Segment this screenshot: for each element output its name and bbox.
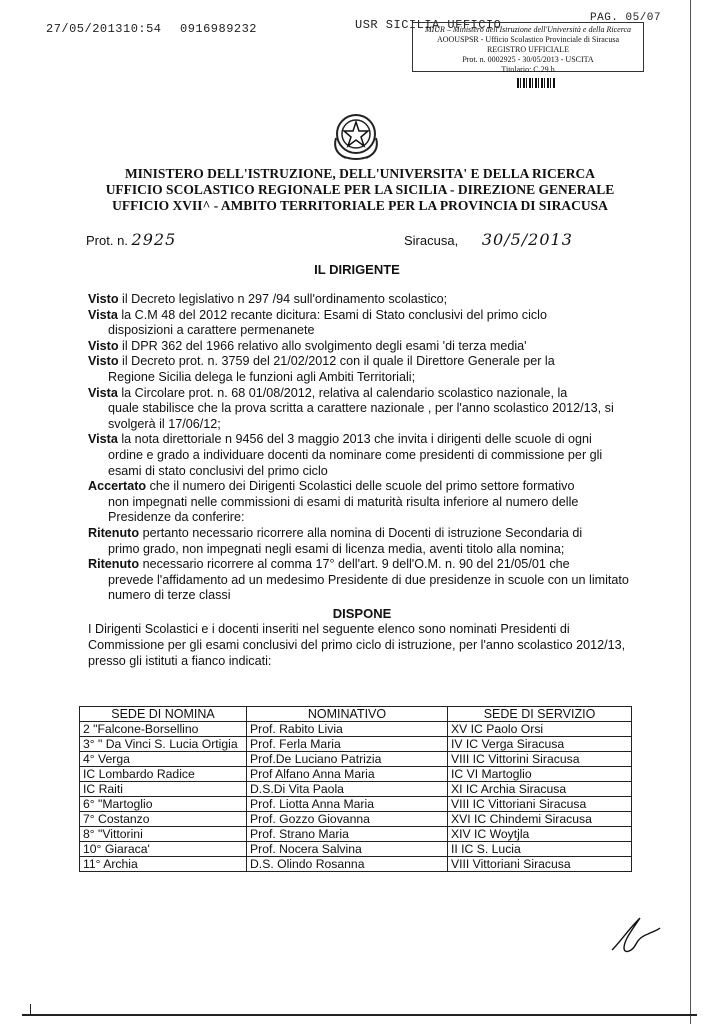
preamble-item — [88, 339, 636, 355]
republic-emblem-icon — [328, 108, 384, 162]
preamble-keyword: Vista — [88, 432, 118, 447]
sede-servizio-cell: IV IC Verga Siracusa — [448, 737, 632, 752]
table-row — [80, 812, 632, 827]
preamble-continuation: primo grado, non impegnati negli esami di licenza media, aventi titolo alla nomina; — [108, 541, 565, 556]
preamble-continuation: disposizioni a carattere permenanete — [108, 323, 315, 338]
sede-nomina-cell: 3° " Da Vinci S. Lucia Ortigia — [80, 737, 247, 752]
preamble-item — [88, 557, 636, 604]
fax-time: 10:54 — [123, 22, 162, 36]
sede-servizio-cell: VIII Vittoriani Siracusa — [448, 857, 632, 872]
office-regional-title: UFFICIO SCOLASTICO REGIONALE PER LA SICILIA - DIREZIONE GENERALE — [105, 182, 615, 197]
section-title: IL DIRIGENTE — [314, 262, 400, 277]
preamble-item — [88, 386, 636, 433]
preamble-keyword: Accertato — [88, 479, 147, 494]
nominativo-cell: Prof. Ferla Maria — [247, 737, 448, 752]
table-row — [80, 737, 632, 752]
preamble-text: la C.M 48 del 2012 recante dicitura: Esami di Stato conclusivi del primo ciclo — [117, 307, 547, 322]
barcode — [517, 78, 555, 88]
preamble-text: il DPR 362 del 1966 relativo allo svolgimento degli esami 'di terza media' — [118, 338, 527, 353]
sede-servizio-cell: XVI IC Chindemi Siracusa — [448, 812, 632, 827]
preamble-text: pertanto necessario ricorrere alla nomina di Docenti di istruzione Secondaria di — [139, 525, 583, 540]
sede-nomina-cell: 10° Giaraca' — [80, 842, 247, 857]
preamble-continuation: prevede l'affidamento ad un medesimo Presidente di due presidenze in scuole con un limitato numero di terze classi — [108, 572, 629, 603]
page-edge-line — [690, 0, 691, 1024]
document-date: 30/5/2013 — [481, 230, 573, 249]
city-label: Siracusa, — [404, 233, 459, 248]
column-header: NOMINATIVO — [247, 707, 448, 722]
disposition-text: I Dirigenti Scolastici e i docenti inseriti nel seguente elenco sono nominati Presidenti di Commissione per gli esami conclusivi del primo ciclo di istruzione, per l'anno scolastico 2012/13, presso gli istituti a fianco indicati: — [88, 622, 626, 668]
place-date — [404, 230, 573, 249]
nominativo-cell: D.S.Di Vita Paola — [247, 782, 448, 797]
appointments-table — [79, 706, 632, 872]
nominativo-cell: Prof. Strano Maria — [247, 827, 448, 842]
preamble-text: il Decreto legislativo n 297 /94 sull'ordinamento scolastico; — [118, 292, 448, 306]
ministry-title: MINISTERO DELL'ISTRUZIONE, DELL'UNIVERSITA' E DELLA RICERCA — [124, 166, 596, 181]
fax-page: PAG. 05/07 — [590, 12, 662, 24]
nominativo-cell: Prof. Nocera Salvina — [247, 842, 448, 857]
sede-servizio-cell: VIII IC Vittoriani Siracusa — [448, 797, 632, 812]
preamble-item — [88, 308, 636, 339]
page-bottom-rule — [22, 1014, 697, 1016]
column-header: SEDE DI SERVIZIO — [448, 707, 632, 722]
stamp-line: REGISTRO UFFICIALE — [486, 45, 569, 54]
sede-servizio-cell: XI IC Archia Siracusa — [448, 782, 632, 797]
preamble-item — [88, 526, 636, 557]
preamble-continuation: non impegnati nelle commissioni di esami di maturità risulta inferiore al numero delle Presidenze da conferire: — [108, 494, 579, 525]
preamble-item — [88, 479, 636, 526]
protocol-value: 2925 — [131, 230, 177, 249]
preamble-text: la Circolare prot. n. 68 01/08/2012, relativa al calendario scolastico nazionale, la — [117, 385, 568, 400]
nominativo-cell: D.S. Olindo Rosanna — [247, 857, 448, 872]
table-row — [80, 767, 632, 782]
preamble-keyword: Ritenuto — [88, 525, 140, 540]
preamble-keyword: Visto — [88, 292, 119, 306]
preamble-text: che il numero dei Dirigenti Scolastici delle scuole del primo settore formativo — [146, 479, 575, 494]
sede-nomina-cell: IC Raiti — [80, 782, 247, 797]
sede-servizio-cell: II IC S. Lucia — [448, 842, 632, 857]
preamble-keyword: Visto — [88, 338, 119, 353]
table-row — [80, 842, 632, 857]
column-header: SEDE DI NOMINA — [80, 707, 247, 722]
preamble-keyword: Vista — [88, 385, 118, 400]
sede-nomina-cell: 4° Verga — [80, 752, 247, 767]
sede-servizio-cell: XV IC Paolo Orsi — [448, 722, 632, 737]
preamble-keyword: Vista — [88, 307, 118, 322]
protocol-stamp — [412, 22, 644, 72]
fax-date: 27/05/2013 — [46, 22, 124, 36]
table-row — [80, 722, 632, 737]
sede-nomina-cell: 7° Costanzo — [80, 812, 247, 827]
office-provincial-title: UFFICIO XVII^ - AMBITO TERRITORIALE PER LA PROVINCIA DI SIRACUSA — [112, 198, 608, 213]
table-header-row — [80, 707, 632, 722]
sede-nomina-cell: 11° Archia — [80, 857, 247, 872]
protocol-label: Prot. n. — [86, 233, 128, 248]
preamble-item — [88, 432, 636, 479]
sede-servizio-cell: IC VI Martoglio — [448, 767, 632, 782]
sede-nomina-cell: 2 "Falcone-Borsellino — [80, 722, 247, 737]
stamp-line: Prot. n. 0002925 - 30/05/2013 - USCITA — [462, 55, 594, 64]
preamble-continuation: ordine e grado a individuare docenti da nominare come presidenti di commissione per gli esami di stato conclusivi del primo ciclo — [108, 447, 603, 478]
preamble-keyword: Ritenuto — [88, 557, 140, 572]
table-row — [80, 752, 632, 767]
preamble-item — [88, 292, 636, 308]
preamble-keyword: Visto — [88, 354, 119, 369]
table-row — [80, 797, 632, 812]
preamble-continuation: quale stabilisce che la prova scritta a carattere nazionale , per l'anno scolastico 2012/13, si svolgerà il 17/06/12; — [108, 401, 614, 431]
nominativo-cell: Prof. Liotta Anna Maria — [247, 797, 448, 812]
document-body — [88, 292, 636, 669]
table-row — [80, 857, 632, 872]
dispone-heading: DISPONE — [332, 605, 392, 621]
nominativo-cell: Prof.De Luciano Patrizia — [247, 752, 448, 767]
preamble-text: la nota direttoriale n 9456 del 3 maggio 2013 che invita i dirigenti delle scuole di ogni — [117, 432, 592, 447]
sede-servizio-cell: VIII IC Vittorini Siracusa — [448, 752, 632, 767]
fax-sender: USR SICILIA UFFICIO — [355, 18, 502, 32]
page-bottom-tick — [30, 1004, 31, 1016]
preamble-text: il Decreto prot. n. 3759 del 21/02/2012 con il quale il Direttore Generale per la — [118, 354, 555, 369]
preamble-text: necessario ricorrere al comma 17° dell'art. 9 dell'O.M. n. 90 del 21/05/01 che — [139, 557, 570, 572]
stamp-line: AOOUSPSR - Ufficio Scolastico Provinciale di Siracusa — [436, 35, 620, 44]
table-row — [80, 827, 632, 842]
nominativo-cell: Prof Alfano Anna Maria — [247, 767, 448, 782]
nominativo-cell: Prof. Gozzo Giovanna — [247, 812, 448, 827]
fax-number: 0916989232 — [180, 22, 258, 36]
sede-nomina-cell: 8° "Vittorini — [80, 827, 247, 842]
sede-servizio-cell: XIV IC Woytjla — [448, 827, 632, 842]
preamble-continuation: Regione Sicilia delega le funzioni agli Ambiti Territoriali; — [108, 369, 416, 384]
preamble-item — [88, 354, 636, 385]
stamp-line: Titolario: C.29.b — [501, 65, 555, 74]
stamp-line: MIUR – Ministero dell'Istruzione dell'Università e della Ricerca — [424, 25, 632, 34]
sede-nomina-cell: 6° "Martoglio — [80, 797, 247, 812]
protocol-number — [86, 230, 176, 249]
signature-icon — [606, 912, 662, 956]
table-row — [80, 782, 632, 797]
sede-nomina-cell: IC Lombardo Radice — [80, 767, 247, 782]
nominativo-cell: Prof. Rabito Livia — [247, 722, 448, 737]
